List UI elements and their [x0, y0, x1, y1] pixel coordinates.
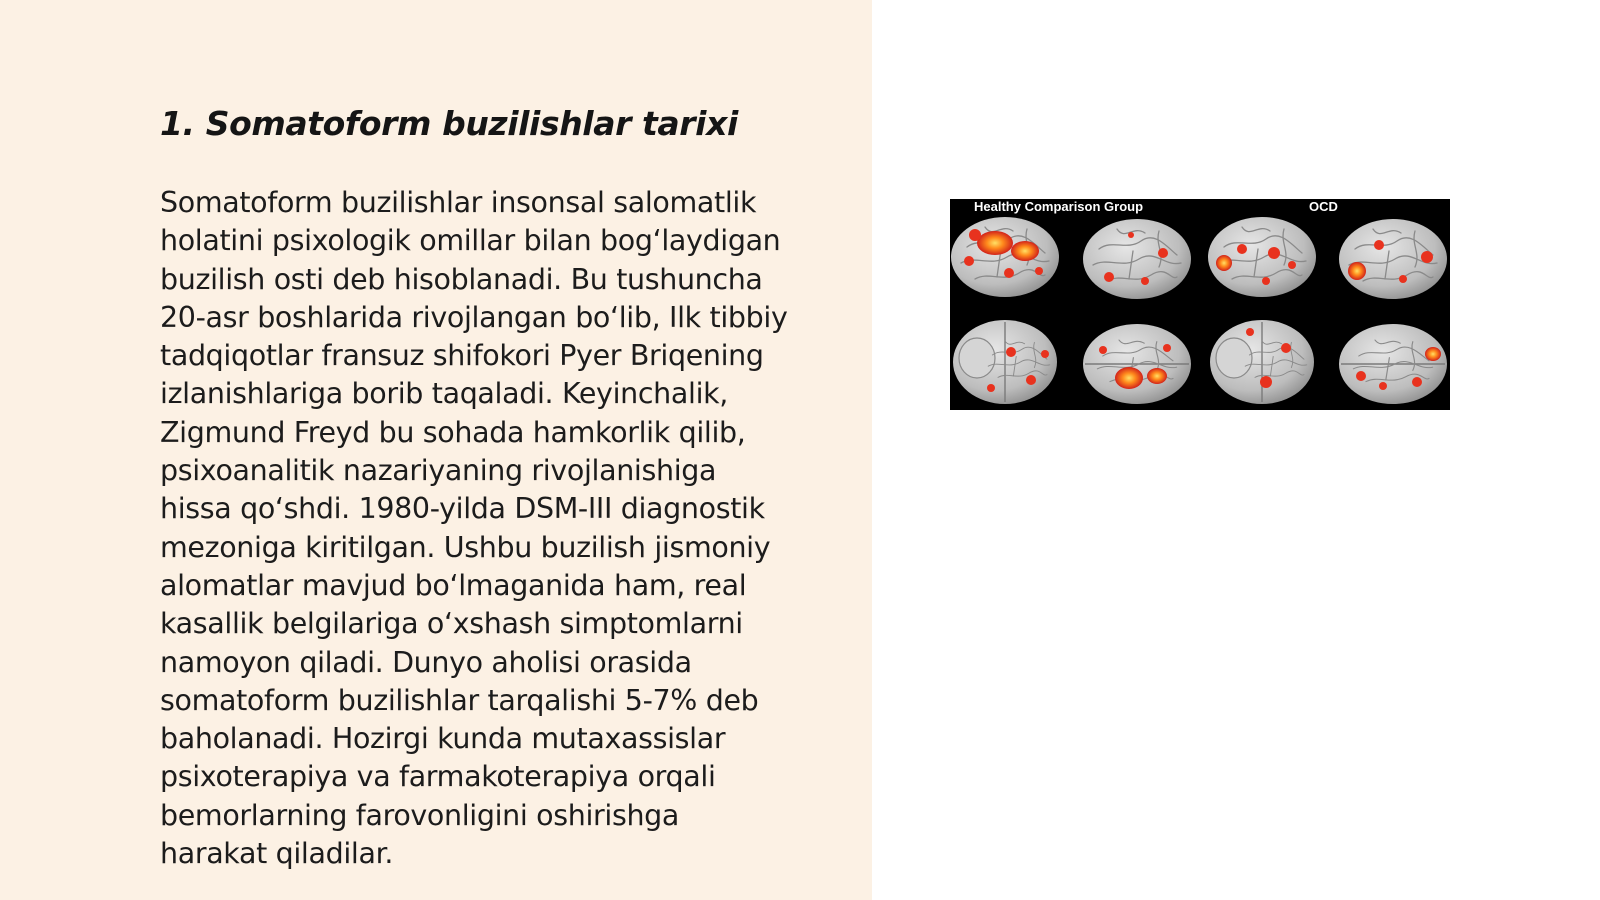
figure-label-healthy: Healthy Comparison Group: [974, 199, 1144, 214]
body-line: 20-asr boshlarida rivojlangan bo‘lib, Ilk tibbiy: [160, 300, 788, 334]
body-line: alomatlar mavjud bo‘lmaganida ham, real: [160, 568, 747, 602]
body-line: Somatoform buzilishlar insonsal salomatlik: [160, 186, 757, 219]
body-line: Zigmund Freyd bu sohada hamkorlik qilib,: [160, 415, 746, 449]
figure-label-ocd: OCD: [1309, 199, 1338, 214]
brain-renderings: [950, 199, 1450, 410]
slide-body-text: [160, 184, 850, 873]
brain-scan-image: [950, 199, 1450, 410]
body-line: harakat qiladilar.: [160, 837, 394, 871]
body-line: somatoform buzilishlar tarqalishi 5-7% deb: [160, 683, 759, 717]
body-line: psixoanalitik nazariyaning rivojlanishiga: [160, 454, 717, 488]
body-line: tadqiqotlar fransuz shifokori Pyer Briqening: [160, 339, 764, 373]
body-line: kasallik belgilariga o‘xshash simptomlarni: [160, 607, 743, 641]
body-line: psixoterapiya va farmakoterapiya orqali: [160, 760, 716, 794]
body-line: namoyon qiladi. Dunyo aholisi orasida: [160, 645, 692, 679]
body-line: bemorlarning farovonligini oshirishga: [160, 798, 680, 832]
body-line: mezoniga kiritilgan. Ushbu buzilish jismoniy: [160, 530, 771, 564]
body-line: izlanishlariga borib taqaladi. Keyinchalik,: [160, 377, 729, 411]
body-line: baholanadi. Hozirgi kunda mutaxassislar: [160, 722, 726, 756]
body-line: buzilish osti deb hisoblanadi. Bu tushuncha: [160, 262, 763, 296]
body-line: hissa qo‘shdi. 1980-yilda DSM-III diagnostik: [160, 492, 765, 526]
slide-title: 1. Somatoform buzilishlar tarixi: [160, 104, 738, 143]
body-line: holatini psixologik omillar bilan bog‘laydigan: [160, 224, 781, 258]
